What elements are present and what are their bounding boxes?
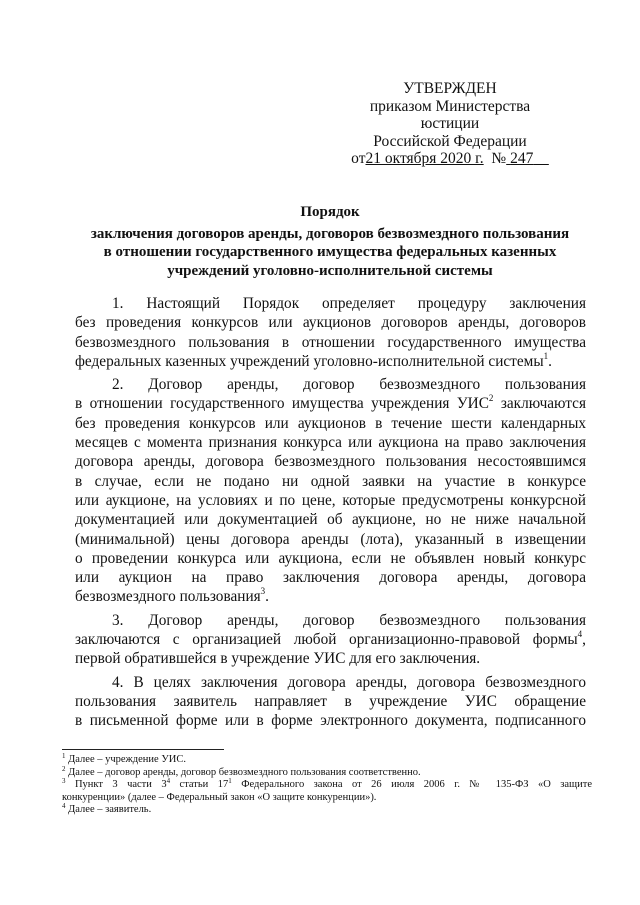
text-segment: . [265, 588, 269, 606]
footnote-text: Федерального закона от 26 июля 2006 г. № 135-ФЗ «О защите [231, 779, 592, 790]
date-prefix: от [351, 150, 366, 167]
text-line [75, 630, 586, 649]
text-line [75, 510, 586, 529]
text-segment: без проведения конкурсов или аукционов в течение шести календарных [75, 414, 586, 432]
text-segment: в отношении государственного имущества учреждения УИС [75, 395, 489, 413]
text-segment: федеральных казенных учреждений уголовно-исполнительной системы [75, 352, 544, 370]
text-segment: первой обратившейся в учреждение УИС для его заключения. [75, 650, 481, 668]
text-line [75, 452, 586, 471]
footnote-reference: 4 [577, 629, 583, 640]
text-line [75, 711, 586, 730]
text-segment: заключаются с организацией любой организационно-правовой формы [75, 631, 578, 649]
text-line [75, 352, 586, 371]
text-segment: , [582, 631, 586, 649]
text-line [75, 414, 586, 433]
footnote [62, 804, 592, 817]
text-segment: о проведении конкурса или аукциона, если не объявлен новый конкурс [75, 549, 586, 567]
footnote-mark: 4 [62, 802, 66, 810]
approval-heading: УТВЕРЖДЕН [403, 80, 497, 97]
text-segment: или аукцион на право заключения договора аренды, договора [75, 569, 586, 587]
text-line [75, 568, 586, 587]
text-segment: месяцев с момента признания конкурса или аукциона на право заключения [75, 434, 586, 452]
text-line [75, 649, 586, 668]
footnote-divider [62, 749, 224, 750]
title-heading: Порядок [300, 204, 360, 220]
footnote-text: Пункт 3 части 3 [65, 779, 167, 790]
text-line [75, 530, 586, 549]
text-segment: 3. Договор аренды, договор безвозмездного пользования [112, 611, 586, 629]
title-line: заключения договоров аренды, договоров безвозмездного пользования [90, 225, 570, 242]
approval-line: приказом Министерства юстиции [369, 97, 531, 132]
footnote-text: Далее – заявитель. [65, 804, 152, 815]
footnote-reference: 1 [543, 350, 549, 361]
text-line [75, 333, 586, 352]
text-line [75, 587, 586, 606]
text-line [75, 433, 586, 452]
text-segment: документацией или документацией об аукционе, но не ниже начальной [75, 511, 586, 529]
footnote-continuation: конкуренции» (далее – Федеральный закон «О защите конкуренции»). [62, 791, 377, 803]
footnote-text: Далее – учреждение УИС. [65, 754, 186, 765]
approval-date-line [340, 150, 560, 168]
footnote-mark: 1 [62, 752, 66, 760]
text-segment: в письменной форме или в форме электронного документа, подписанного [75, 712, 586, 730]
approval-stamp [340, 80, 560, 168]
text-line [75, 491, 586, 510]
approval-line: Российской Федерации [373, 132, 527, 150]
text-line [75, 313, 586, 332]
text-segment: . [548, 352, 552, 370]
footnote-reference: 3 [260, 586, 266, 597]
text-segment: без проведения конкурсов или аукционов договоров аренды, договоров [75, 314, 586, 332]
text-line [75, 394, 586, 413]
text-segment: безвозмездного пользования в отношении государственного имущества [75, 333, 586, 351]
text-segment: 1. Настоящий Порядок определяет процедуру заключения [112, 295, 586, 312]
footnote [62, 764, 592, 780]
order-date: 21 октября 2020 г. [365, 150, 484, 167]
paragraph-3 [75, 611, 586, 669]
text-line [75, 472, 586, 491]
text-line [75, 294, 586, 313]
superscript: 4 [166, 777, 171, 785]
text-segment: заключаются [493, 395, 586, 413]
text-segment: 4. В целях заключения договора аренды, договора безвозмездного [112, 673, 586, 691]
text-line [75, 375, 586, 394]
order-number [506, 150, 549, 167]
text-segment: (минимальной) цены договора аренды (лота), указанный в извещении [75, 530, 586, 548]
text-segment: или аукционе, на условиях и по цене, которые предусмотрены конкурсной [75, 491, 586, 509]
text-line [75, 692, 586, 711]
text-segment: пользования заявитель направляет в учреждение УИС обращение [75, 692, 586, 710]
title-line: в отношении государственного имущества федеральных казенных [103, 244, 557, 260]
text-line [75, 611, 586, 630]
paragraph-2 [75, 375, 586, 607]
text-line [75, 673, 586, 692]
document-body [75, 290, 586, 731]
footnote-text: статьи 17 [170, 779, 229, 790]
footnote [62, 779, 592, 792]
text-segment: безвозмездного пользования [75, 588, 261, 606]
text-segment: в случае, если не подано ни одной заявки на участие в конкурсе [75, 472, 586, 490]
footnotes [62, 754, 592, 817]
superscript: 1 [228, 777, 232, 785]
footnote [62, 754, 592, 767]
footnote-reference: 2 [488, 393, 494, 404]
title-line: учреждений уголовно-исполнительной системы [167, 262, 493, 279]
paragraph-4 [75, 673, 586, 731]
paragraph-1 [75, 294, 586, 371]
order-number-value: 247 [510, 150, 534, 167]
footnote-text: Далее – договор аренды, договор безвозмездного пользования соответственно. [65, 766, 421, 778]
document-title [60, 203, 600, 280]
text-line [75, 549, 586, 568]
text-segment: 2. Договор аренды, договор безвозмездного пользования [112, 376, 586, 394]
number-prefix: № [491, 150, 507, 167]
footnote-mark: 2 [62, 764, 66, 773]
footnote-mark: 3 [62, 777, 66, 785]
text-segment: договора аренды, договора безвозмездного пользования несостоявшимся [75, 453, 586, 471]
